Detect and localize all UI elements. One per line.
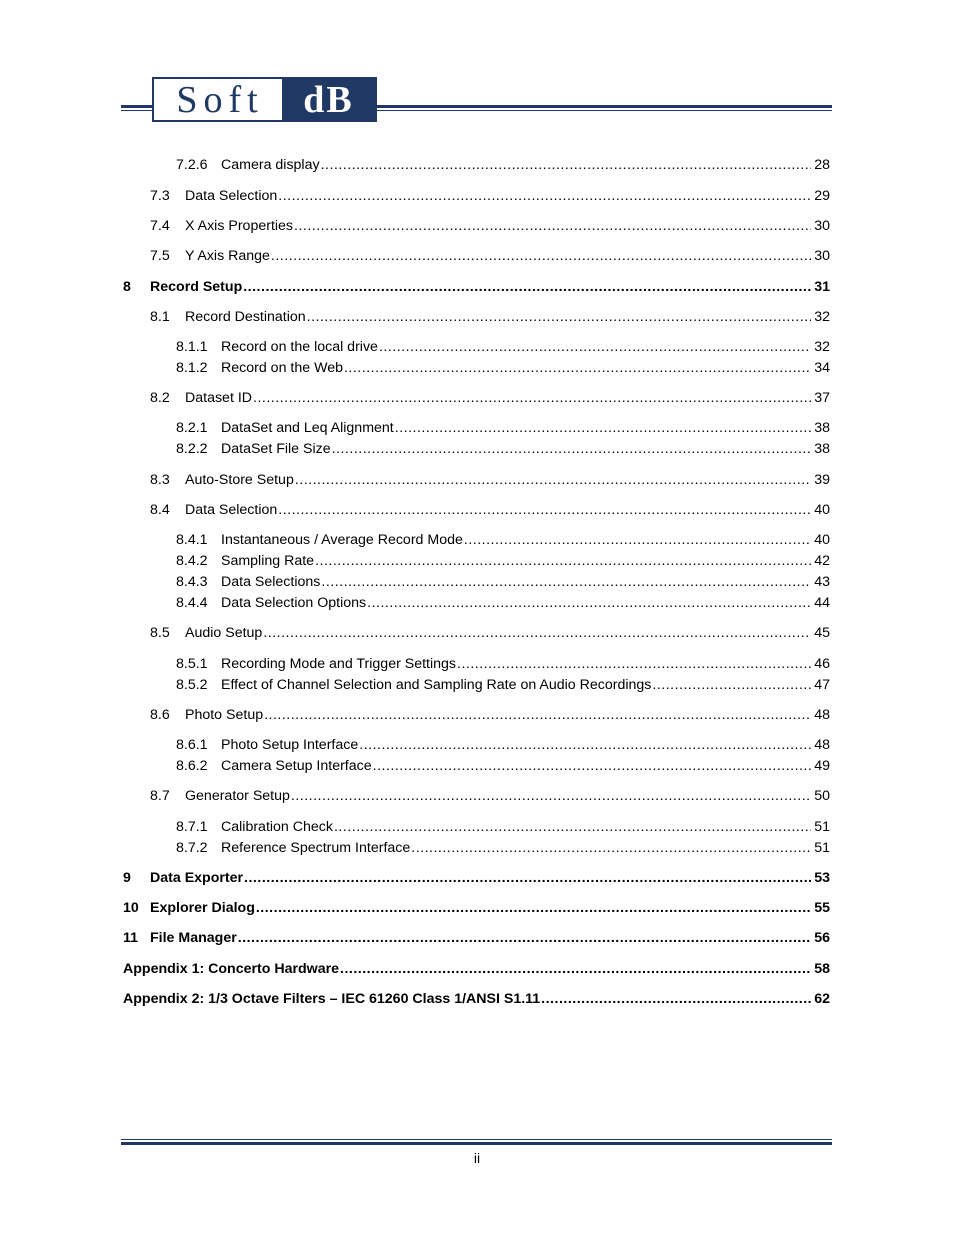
toc-entry-number: 8.2 (150, 390, 170, 406)
toc-entry-number: 8 (123, 279, 131, 295)
toc-entry-number: 7.5 (150, 248, 170, 264)
toc-entry-page: 39 (814, 472, 830, 488)
toc-dot-leader (295, 470, 811, 490)
toc-entry-title: Photo Setup Interface (221, 737, 359, 753)
toc-entry-page: 44 (814, 595, 830, 611)
toc-entry-page: 30 (814, 248, 830, 264)
toc-entry-page: 58 (814, 961, 830, 977)
toc-dot-leader (244, 868, 811, 888)
toc-entry[interactable] (123, 898, 830, 918)
toc-entry[interactable] (123, 358, 830, 378)
toc-entry[interactable] (123, 817, 830, 837)
toc-entry-page: 34 (814, 360, 830, 376)
toc-dot-leader (332, 439, 812, 459)
toc-entry[interactable] (123, 786, 830, 806)
toc-entry-number: 8.4.1 (176, 532, 208, 548)
toc-entry-title: Generator Setup (185, 788, 290, 804)
toc-dot-leader (464, 530, 811, 550)
toc-entry-title: Calibration Check (221, 819, 333, 835)
toc-entry[interactable] (123, 337, 830, 357)
toc-entry[interactable] (123, 155, 830, 175)
footer-rule-thick (121, 1142, 832, 1145)
toc-dot-leader (253, 388, 811, 408)
toc-entry-number: 8.4 (150, 502, 170, 518)
toc-entry-number: 8.3 (150, 472, 170, 488)
toc-entry[interactable] (123, 470, 830, 490)
toc-entry-page: 45 (814, 625, 830, 641)
toc-entry[interactable] (123, 654, 830, 674)
toc-dot-leader (291, 786, 811, 806)
toc-entry[interactable] (123, 675, 830, 695)
toc-dot-leader (367, 593, 811, 613)
toc-entry-page: 51 (814, 819, 830, 835)
toc-entry[interactable] (123, 572, 830, 592)
toc-entry-title: Appendix 2: 1/3 Octave Filters – IEC 61260 Class 1/ANSI S1.11 (123, 991, 541, 1007)
toc-entry[interactable] (123, 928, 830, 948)
toc-entry-page: 32 (814, 309, 830, 325)
toc-entry-page: 55 (814, 900, 830, 916)
logo-soft-text: Soft (176, 78, 264, 121)
toc-entry[interactable] (123, 246, 830, 266)
toc-dot-leader (256, 898, 811, 918)
toc-entry-title: Explorer Dialog (150, 900, 255, 916)
toc-entry[interactable] (123, 959, 830, 979)
toc-entry[interactable] (123, 439, 830, 459)
toc-entry-number: 8.4.2 (176, 553, 208, 569)
toc-entry-number: 8.6.1 (176, 737, 208, 753)
toc-entry[interactable] (123, 623, 830, 643)
toc-entry-title: Record Setup (150, 279, 243, 295)
toc-entry-page: 37 (814, 390, 830, 406)
toc-entry-page: 46 (814, 656, 830, 672)
toc-entry-page: 56 (814, 930, 830, 946)
toc-dot-leader (359, 735, 811, 755)
toc-entry-page: 38 (814, 420, 830, 436)
logo-db-text: dB (282, 79, 375, 120)
toc-entry-number: 9 (123, 870, 131, 886)
toc-entry[interactable] (123, 705, 830, 725)
toc-entry-title: Data Selections (221, 574, 321, 590)
toc-entry[interactable] (123, 530, 830, 550)
toc-entry-title: Recording Mode and Trigger Settings (221, 656, 457, 672)
toc-entry-page: 47 (814, 677, 830, 693)
toc-entry-title: Reference Spectrum Interface (221, 840, 411, 856)
toc-entry-title: Auto-Store Setup (185, 472, 294, 488)
toc-entry-page: 42 (814, 553, 830, 569)
toc-entry-page: 40 (814, 532, 830, 548)
toc-entry-number: 8.2.2 (176, 441, 208, 457)
toc-entry-title: DataSet File Size (221, 441, 331, 457)
toc-entry-page: 38 (814, 441, 830, 457)
toc-entry-number: 8.4.3 (176, 574, 208, 590)
toc-dot-leader (373, 756, 812, 776)
toc-entry[interactable] (123, 868, 830, 888)
toc-entry-title: File Manager (150, 930, 237, 946)
toc-entry-page: 51 (814, 840, 830, 856)
toc-entry-number: 8.5 (150, 625, 170, 641)
toc-entry-number: 10 (123, 900, 139, 916)
toc-entry-title: DataSet and Leq Alignment (221, 420, 394, 436)
toc-entry-title: Dataset ID (185, 390, 253, 406)
toc-entry-title: Audio Setup (185, 625, 263, 641)
toc-dot-leader (243, 277, 811, 297)
toc-entry-title: Record on the local drive (221, 339, 378, 355)
toc-dot-leader (264, 705, 811, 725)
toc-dot-leader (395, 418, 811, 438)
toc-entry-title: Data Exporter (150, 870, 244, 886)
toc-dot-leader (278, 186, 811, 206)
toc-entry-number: 8.7.1 (176, 819, 208, 835)
footer-rule-thin (121, 1139, 832, 1140)
toc-dot-leader (340, 959, 811, 979)
toc-dot-leader (263, 623, 811, 643)
toc-dot-leader (541, 989, 811, 1009)
toc-entry-title: Effect of Channel Selection and Sampling Rate on Audio Recordings (221, 677, 652, 693)
table-of-contents (123, 0, 830, 1235)
toc-entry-title: Instantaneous / Average Record Mode (221, 532, 463, 548)
toc-entry[interactable] (123, 593, 830, 613)
toc-entry-number: 8.1.2 (176, 360, 208, 376)
toc-entry-page: 28 (814, 157, 830, 173)
toc-entry-title: Appendix 1: Concerto Hardware (123, 961, 340, 977)
toc-dot-leader (411, 838, 811, 858)
toc-entry-page: 53 (814, 870, 830, 886)
toc-dot-leader (379, 337, 811, 357)
toc-entry-number: 8.1 (150, 309, 170, 325)
toc-entry-page: 50 (814, 788, 830, 804)
toc-entry-page: 29 (814, 188, 830, 204)
toc-entry-title: Y Axis Range (185, 248, 270, 264)
toc-entry-number: 11 (123, 930, 138, 946)
toc-entry[interactable] (123, 500, 830, 520)
toc-entry[interactable] (123, 418, 830, 438)
toc-entry-page: 40 (814, 502, 830, 518)
toc-entry-number: 8.6 (150, 707, 170, 723)
toc-entry-page: 30 (814, 218, 830, 234)
toc-entry-number: 8.2.1 (176, 420, 208, 436)
toc-entry[interactable] (123, 388, 830, 408)
page-number: ii (473, 1150, 481, 1166)
toc-dot-leader (315, 551, 811, 571)
toc-entry[interactable] (123, 186, 830, 206)
toc-entry-number: 8.1.1 (176, 339, 208, 355)
toc-dot-leader (294, 216, 811, 236)
toc-entry-page: 48 (814, 707, 830, 723)
toc-entry[interactable] (123, 838, 830, 858)
toc-entry[interactable] (123, 989, 830, 1009)
toc-dot-leader (457, 654, 811, 674)
toc-entry-page: 32 (814, 339, 830, 355)
toc-entry-number: 8.4.4 (176, 595, 208, 611)
toc-dot-leader (344, 358, 811, 378)
toc-entry[interactable] (123, 735, 830, 755)
toc-entry-number: 8.6.2 (176, 758, 208, 774)
toc-entry-title: X Axis Properties (185, 218, 294, 234)
toc-entry-page: 49 (814, 758, 830, 774)
toc-entry-page: 43 (814, 574, 830, 590)
toc-dot-leader (652, 675, 811, 695)
toc-dot-leader (321, 155, 812, 175)
toc-entry[interactable] (123, 756, 830, 776)
toc-entry-number: 8.7.2 (176, 840, 208, 856)
toc-dot-leader (334, 817, 811, 837)
toc-entry-number: 7.3 (150, 188, 170, 204)
toc-entry-number: 7.2.6 (176, 157, 208, 173)
toc-entry-title: Camera display (221, 157, 320, 173)
toc-entry-number: 8.7 (150, 788, 170, 804)
toc-entry-title: Data Selection Options (221, 595, 367, 611)
toc-entry-number: 8.5.2 (176, 677, 208, 693)
toc-entry-title: Data Selection (185, 188, 278, 204)
toc-entry-page: 62 (814, 991, 830, 1007)
toc-entry[interactable] (123, 307, 830, 327)
toc-entry-title: Data Selection (185, 502, 278, 518)
toc-entry-title: Record Destination (185, 309, 306, 325)
toc-entry[interactable] (123, 277, 830, 297)
toc-entry[interactable] (123, 551, 830, 571)
toc-entry-title: Record on the Web (221, 360, 343, 376)
toc-entry[interactable] (123, 216, 830, 236)
toc-dot-leader (278, 500, 811, 520)
toc-dot-leader (271, 246, 811, 266)
toc-dot-leader (307, 307, 812, 327)
toc-entry-title: Camera Setup Interface (221, 758, 372, 774)
toc-entry-title: Photo Setup (185, 707, 264, 723)
toc-entry-number: 8.5.1 (176, 656, 208, 672)
toc-entry-page: 48 (814, 737, 830, 753)
toc-dot-leader (321, 572, 811, 592)
toc-entry-title: Sampling Rate (221, 553, 315, 569)
toc-entry-number: 7.4 (150, 218, 170, 234)
toc-entry-page: 31 (814, 279, 830, 295)
toc-dot-leader (238, 928, 811, 948)
